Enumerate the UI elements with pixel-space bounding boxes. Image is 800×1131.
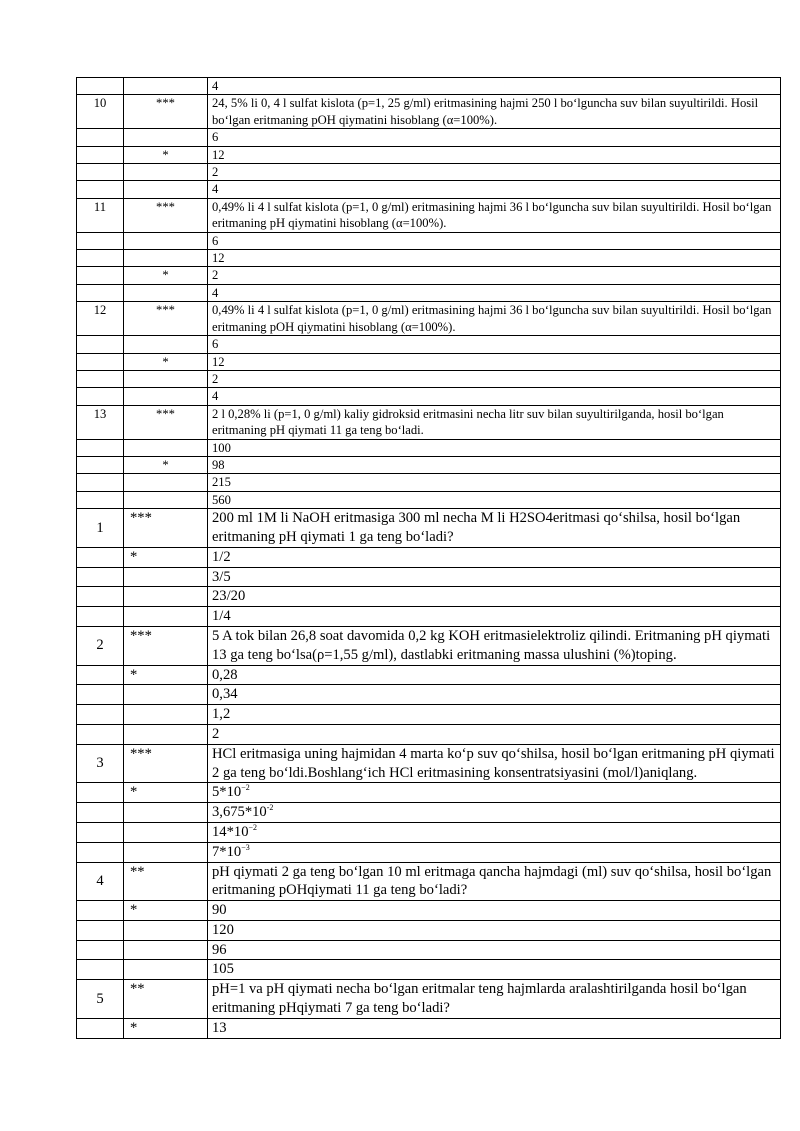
difficulty-mark [124, 232, 208, 249]
difficulty-mark: *** [124, 509, 208, 548]
difficulty-mark [124, 474, 208, 491]
answer-row [77, 705, 781, 725]
cell-text: 4 [212, 182, 219, 197]
question-row [77, 862, 781, 901]
answer-option [208, 940, 781, 960]
answer-option [208, 164, 781, 181]
answer-option [208, 705, 781, 725]
difficulty-mark [124, 705, 208, 725]
cell-text: 3,675*10 [212, 804, 267, 821]
cell-text: 24, 5% li 0, 4 l sulfat kislota (p=1, 25 g/ml) eritmasining hajmi 250 l bo‘lguncha suv bilan suyultirildi. Hosil bo‘lgan eritmaning pOH qiymatini hisoblang (α=100%). [212, 96, 759, 127]
answer-option [208, 78, 781, 95]
answer-option [208, 822, 781, 842]
cell-text: 12 [212, 147, 225, 162]
answer-option [208, 724, 781, 744]
question-row [77, 980, 781, 1019]
answer-row [77, 439, 781, 456]
answer-option [208, 783, 781, 803]
question-number [77, 607, 124, 627]
answer-option [208, 547, 781, 567]
difficulty-mark [124, 370, 208, 387]
question-number [77, 250, 124, 267]
cell-text: 23/20 [212, 588, 246, 605]
answer-option [208, 267, 781, 284]
cell-text: 13 [212, 1019, 227, 1036]
answer-row [77, 250, 781, 267]
difficulty-mark [124, 685, 208, 705]
question-number: 2 [77, 626, 124, 665]
cell-text: 1/4 [212, 608, 231, 625]
question-number [77, 353, 124, 370]
question-number [77, 370, 124, 387]
question-number [77, 901, 124, 921]
cell-text: 100 [212, 440, 231, 455]
answer-row [77, 146, 781, 163]
question-number: 10 [77, 95, 124, 129]
cell-text: 7*10 [212, 843, 242, 860]
question-row [77, 302, 781, 336]
cell-text: 12 [212, 251, 225, 266]
cell-text: 4 [212, 389, 219, 404]
cell-text: 4 [212, 285, 219, 300]
question-text [208, 626, 781, 665]
cell-text: 4 [212, 79, 219, 93]
difficulty-mark [124, 439, 208, 456]
question-row [77, 198, 781, 232]
answer-option [208, 336, 781, 353]
question-number [77, 783, 124, 803]
answer-option [208, 181, 781, 198]
question-number [77, 803, 124, 823]
question-number: 12 [77, 302, 124, 336]
difficulty-mark [124, 842, 208, 862]
answer-option [208, 250, 781, 267]
answer-row [77, 547, 781, 567]
difficulty-mark [124, 822, 208, 842]
difficulty-mark [124, 164, 208, 181]
exponent: -2 [266, 803, 274, 813]
answer-option [208, 370, 781, 387]
answer-row [77, 607, 781, 627]
answer-option [208, 665, 781, 685]
question-text [208, 980, 781, 1019]
cell-text: pH qiymati 2 ga teng bo‘lgan 10 ml eritmaga qancha hajmdagi (ml) suv qo‘shilsa, hosil bo‘lgan eritmaning pOHqiymati 11 ga teng bo‘ladi? [212, 863, 772, 899]
answer-option [208, 803, 781, 823]
answer-row [77, 1018, 781, 1038]
answer-option [208, 129, 781, 146]
correct-answer-mark: * [124, 783, 208, 803]
cell-text: 215 [212, 475, 231, 490]
difficulty-mark: *** [124, 302, 208, 336]
correct-answer-mark: * [124, 353, 208, 370]
question-number [77, 491, 124, 508]
difficulty-mark: *** [124, 95, 208, 129]
correct-answer-mark: * [124, 267, 208, 284]
question-text [208, 405, 781, 439]
answer-row [77, 685, 781, 705]
correct-answer-mark: * [124, 146, 208, 163]
difficulty-mark [124, 181, 208, 198]
question-number [77, 232, 124, 249]
difficulty-mark [124, 284, 208, 301]
answer-row [77, 284, 781, 301]
difficulty-mark [124, 388, 208, 405]
answer-option [208, 1018, 781, 1038]
question-number [77, 284, 124, 301]
answer-option [208, 232, 781, 249]
question-number [77, 822, 124, 842]
question-number [77, 388, 124, 405]
answer-row [77, 388, 781, 405]
question-text [208, 744, 781, 783]
correct-answer-mark: * [124, 665, 208, 685]
answer-option [208, 567, 781, 587]
exponent: −3 [241, 842, 250, 852]
question-number [77, 164, 124, 181]
difficulty-mark [124, 129, 208, 146]
cell-text: 200 ml 1M li NaOH eritmasiga 300 ml necha M li H2SO4eritmasi qo‘shilsa, hosil bo‘lgan eritmaning pH qiymati 1 ga teng bo‘ladi? [212, 510, 741, 545]
difficulty-mark [124, 940, 208, 960]
question-number [77, 705, 124, 725]
cell-text: 14*10 [212, 823, 249, 840]
correct-answer-mark: * [124, 456, 208, 473]
question-row [77, 95, 781, 129]
answer-option [208, 439, 781, 456]
question-number [77, 920, 124, 940]
cell-text: 0,28 [212, 666, 238, 683]
cell-text: 98 [212, 457, 225, 472]
answer-row [77, 353, 781, 370]
cell-text: 96 [212, 941, 227, 958]
difficulty-mark: ** [124, 862, 208, 901]
answer-row [77, 181, 781, 198]
difficulty-mark: *** [124, 198, 208, 232]
difficulty-mark: ** [124, 980, 208, 1019]
question-number [77, 267, 124, 284]
question-text [208, 95, 781, 129]
question-number [77, 129, 124, 146]
question-number [77, 1018, 124, 1038]
answer-option [208, 920, 781, 940]
cell-text: 1,2 [212, 706, 231, 723]
question-number [77, 181, 124, 198]
correct-answer-mark: * [124, 901, 208, 921]
cell-text: 3/5 [212, 568, 231, 585]
answer-row [77, 665, 781, 685]
question-number: 5 [77, 980, 124, 1019]
cell-text: 2 [212, 268, 219, 283]
difficulty-mark [124, 567, 208, 587]
difficulty-mark [124, 803, 208, 823]
answer-option [208, 388, 781, 405]
question-row [77, 626, 781, 665]
question-number [77, 439, 124, 456]
cell-text: 6 [212, 130, 219, 145]
cell-text: 6 [212, 233, 219, 248]
difficulty-mark: *** [124, 405, 208, 439]
answer-option [208, 456, 781, 473]
answer-row [77, 920, 781, 940]
answer-row [77, 960, 781, 980]
answer-option [208, 842, 781, 862]
answer-row [77, 474, 781, 491]
question-number: 3 [77, 744, 124, 783]
answer-row [77, 803, 781, 823]
answer-row [77, 822, 781, 842]
question-number [77, 724, 124, 744]
questions-table-body [77, 78, 781, 1039]
question-number [77, 78, 124, 95]
answer-option [208, 685, 781, 705]
answer-option [208, 146, 781, 163]
question-row [77, 405, 781, 439]
cell-text: 0,34 [212, 686, 238, 703]
answer-row [77, 456, 781, 473]
question-text [208, 302, 781, 336]
exponent: −2 [248, 822, 257, 832]
question-number [77, 685, 124, 705]
cell-text: pH=1 va pH qiymati necha bo‘lgan eritmalar teng hajmlarda aralashtirilganda hosil bo‘lgan eritmaning pHqiymati 7 ga teng bo‘ladi? [212, 981, 747, 1017]
cell-text: 12 [212, 354, 225, 369]
cell-text: HCl eritmasiga uning hajmidan 4 marta ko‘p suv qo‘shilsa, hosil bo‘lgan eritmaning pH qiymati 2 ga teng bo‘ldi.Boshlang‘ich HCl eritmasining konsentratsiyasini (mol/l)aniqlang. [212, 745, 775, 781]
difficulty-mark [124, 724, 208, 744]
correct-answer-mark: * [124, 547, 208, 567]
question-number [77, 842, 124, 862]
question-number: 1 [77, 509, 124, 548]
question-number [77, 940, 124, 960]
question-row [77, 744, 781, 783]
cell-text: 5 A tok bilan 26,8 soat davomida 0,2 kg KOH eritmasielektroliz qilindi. Eritmaning pH qiymati 13 ga teng bo‘lsa(ρ=1,55 g/ml), dastlabki eritmaning massa ulushini (%)toping. [212, 627, 771, 663]
question-number [77, 146, 124, 163]
difficulty-mark [124, 336, 208, 353]
answer-option [208, 353, 781, 370]
answer-row [77, 78, 781, 95]
answer-row [77, 491, 781, 508]
difficulty-mark [124, 587, 208, 607]
cell-text: 120 [212, 921, 234, 938]
cell-text: 90 [212, 902, 227, 919]
question-number [77, 587, 124, 607]
difficulty-mark: *** [124, 626, 208, 665]
question-number [77, 336, 124, 353]
test-questions-sheet [76, 77, 781, 1039]
cell-text: 2 [212, 371, 219, 386]
difficulty-mark [124, 78, 208, 95]
answer-row [77, 370, 781, 387]
answer-option [208, 491, 781, 508]
question-number [77, 456, 124, 473]
answer-option [208, 960, 781, 980]
cell-text: 0,49% li 4 l sulfat kislota (p=1, 0 g/ml) eritmasining hajmi 36 l bo‘lguncha suv bilan suyultirildi. Hosil bo‘lgan eritmaning pOH qiymatini hisoblang (α=100%). [212, 303, 772, 334]
question-number: 4 [77, 862, 124, 901]
cell-text: 105 [212, 961, 234, 978]
answer-row [77, 267, 781, 284]
question-number [77, 960, 124, 980]
answer-row [77, 164, 781, 181]
cell-text: 1/2 [212, 548, 231, 565]
answer-row [77, 842, 781, 862]
question-number [77, 567, 124, 587]
answer-option [208, 901, 781, 921]
answer-row [77, 129, 781, 146]
answer-row [77, 940, 781, 960]
question-text [208, 862, 781, 901]
answer-row [77, 232, 781, 249]
question-row [77, 509, 781, 548]
questions-table [76, 77, 781, 1039]
difficulty-mark [124, 250, 208, 267]
cell-text: 0,49% li 4 l sulfat kislota (p=1, 0 g/ml) eritmasining hajmi 36 l bo‘lguncha suv bilan suyultirildi. Hosil bo‘lgan eritmaning pH qiymatini hisoblang (α=100%). [212, 199, 772, 231]
exponent: −2 [241, 783, 250, 793]
cell-text: 2 [212, 165, 219, 180]
question-number [77, 474, 124, 491]
difficulty-mark [124, 607, 208, 627]
answer-row [77, 724, 781, 744]
answer-option [208, 284, 781, 301]
difficulty-mark [124, 491, 208, 508]
question-number: 11 [77, 198, 124, 232]
cell-text: 2 l 0,28% li (p=1, 0 g/ml) kaliy gidroksid eritmasini necha litr suv bilan suyultirilganda, hosil bo‘lgan eritmaning pH qiymati 11 ga teng bo‘ladi. [212, 406, 724, 438]
cell-text: 6 [212, 337, 219, 352]
cell-text: 560 [212, 492, 231, 507]
answer-option [208, 474, 781, 491]
answer-row [77, 901, 781, 921]
cell-text: 2 [212, 725, 220, 742]
difficulty-mark [124, 960, 208, 980]
question-number [77, 665, 124, 685]
answer-row [77, 567, 781, 587]
difficulty-mark: *** [124, 744, 208, 783]
answer-row [77, 587, 781, 607]
correct-answer-mark: * [124, 1018, 208, 1038]
question-text [208, 509, 781, 548]
question-text [208, 198, 781, 232]
answer-option [208, 607, 781, 627]
answer-row [77, 783, 781, 803]
question-number [77, 547, 124, 567]
difficulty-mark [124, 920, 208, 940]
answer-row [77, 336, 781, 353]
cell-text: 5*10 [212, 784, 242, 801]
answer-option [208, 587, 781, 607]
question-number: 13 [77, 405, 124, 439]
